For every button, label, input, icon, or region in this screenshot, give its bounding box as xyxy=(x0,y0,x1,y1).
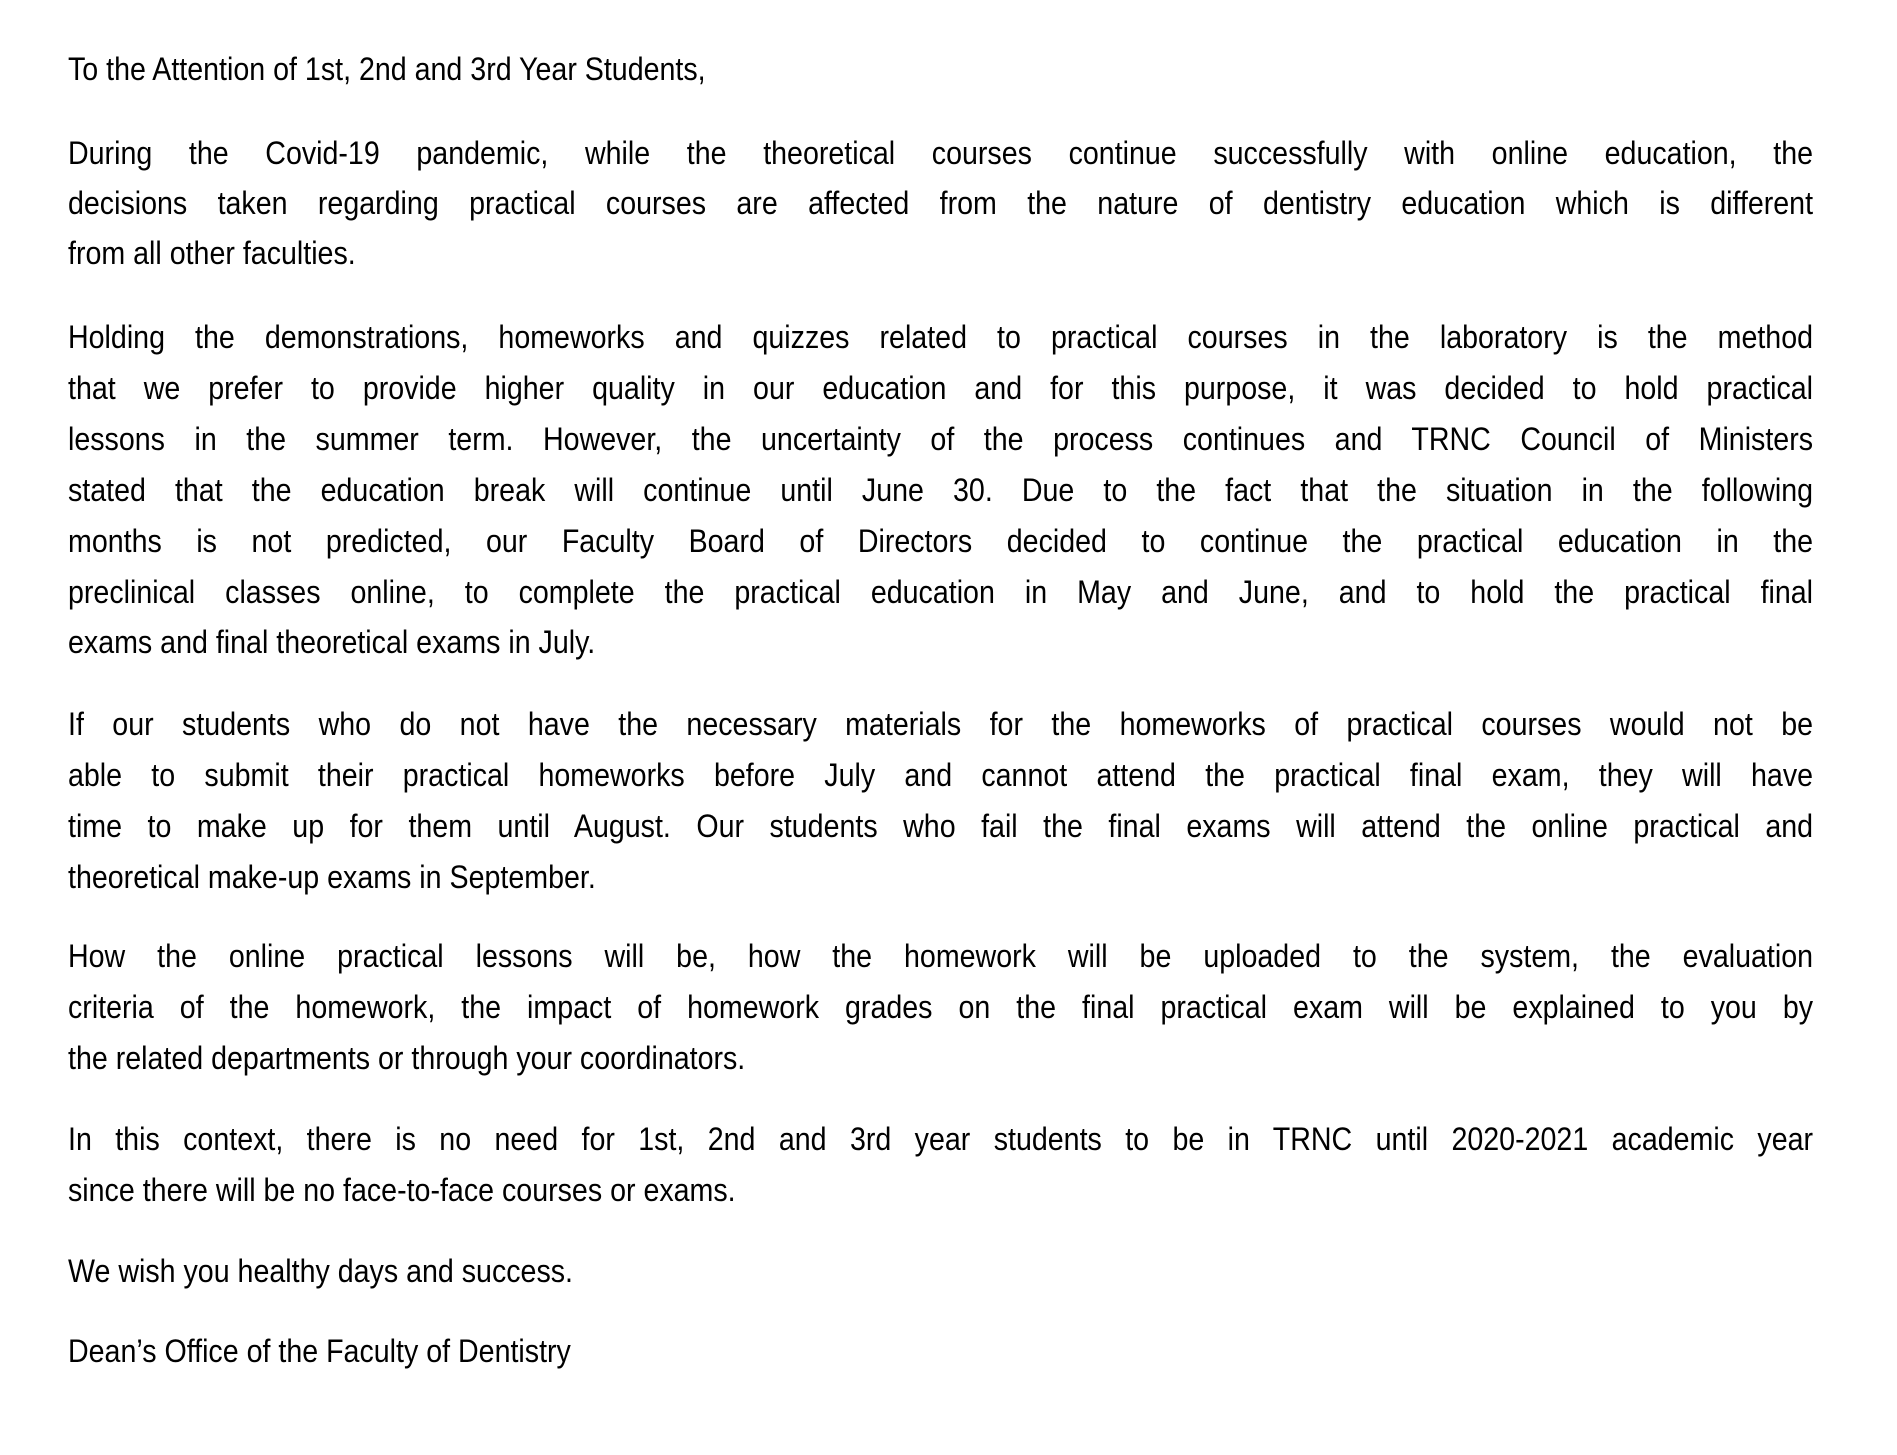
paragraph-line: exams and final theoretical exams in July. xyxy=(68,624,596,660)
letter-document xyxy=(68,0,1813,1455)
signature: Dean’s Office of the Faculty of Dentistry xyxy=(68,1333,571,1369)
paragraph-line: If our students who do not have the necessary materials for the homeworks of practical courses would not be xyxy=(68,706,1814,742)
paragraph-line: criteria of the homework, the impact of homework grades on the final practical exam will be explained to you by xyxy=(68,989,1814,1025)
paragraph-line: months is not predicted, our Faculty Board of Directors decided to continue the practical education in the xyxy=(68,523,1814,559)
paragraph-line: that we prefer to provide higher quality in our education and for this purpose, it was decided to hold practical xyxy=(68,370,1814,406)
paragraph-line: theoretical make-up exams in September. xyxy=(68,859,596,895)
paragraph-line: since there will be no face-to-face courses or exams. xyxy=(68,1172,736,1208)
paragraph-line: stated that the education break will continue until June 30. Due to the fact that the situation in the following xyxy=(68,472,1814,508)
paragraph-line: preclinical classes online, to complete the practical education in May and June, and to hold the practical final xyxy=(68,574,1814,610)
paragraph-line: During the Covid-19 pandemic, while the theoretical courses continue successfully with online education, the xyxy=(68,135,1814,171)
closing-wishes: We wish you healthy days and success. xyxy=(68,1253,574,1289)
paragraph-line: In this context, there is no need for 1st, 2nd and 3rd year students to be in TRNC until 2020-2021 academic year xyxy=(68,1121,1814,1157)
paragraph-line: time to make up for them until August. Our students who fail the final exams will attend the online practical and xyxy=(68,808,1814,844)
paragraph-line: How the online practical lessons will be, how the homework will be uploaded to the system, the evaluation xyxy=(68,938,1814,974)
paragraph-line: the related departments or through your coordinators. xyxy=(68,1040,746,1076)
salutation: To the Attention of 1st, 2nd and 3rd Year Students, xyxy=(68,51,706,87)
paragraph-line: decisions taken regarding practical courses are affected from the nature of dentistry education which is different xyxy=(68,185,1814,221)
paragraph-line: from all other faculties. xyxy=(68,235,356,271)
paragraph-line: able to submit their practical homeworks before July and cannot attend the practical final exam, they will have xyxy=(68,757,1814,793)
paragraph-line: Holding the demonstrations, homeworks and quizzes related to practical courses in the laboratory is the method xyxy=(68,319,1814,355)
paragraph-line: lessons in the summer term. However, the uncertainty of the process continues and TRNC Council of Ministers xyxy=(68,421,1814,457)
